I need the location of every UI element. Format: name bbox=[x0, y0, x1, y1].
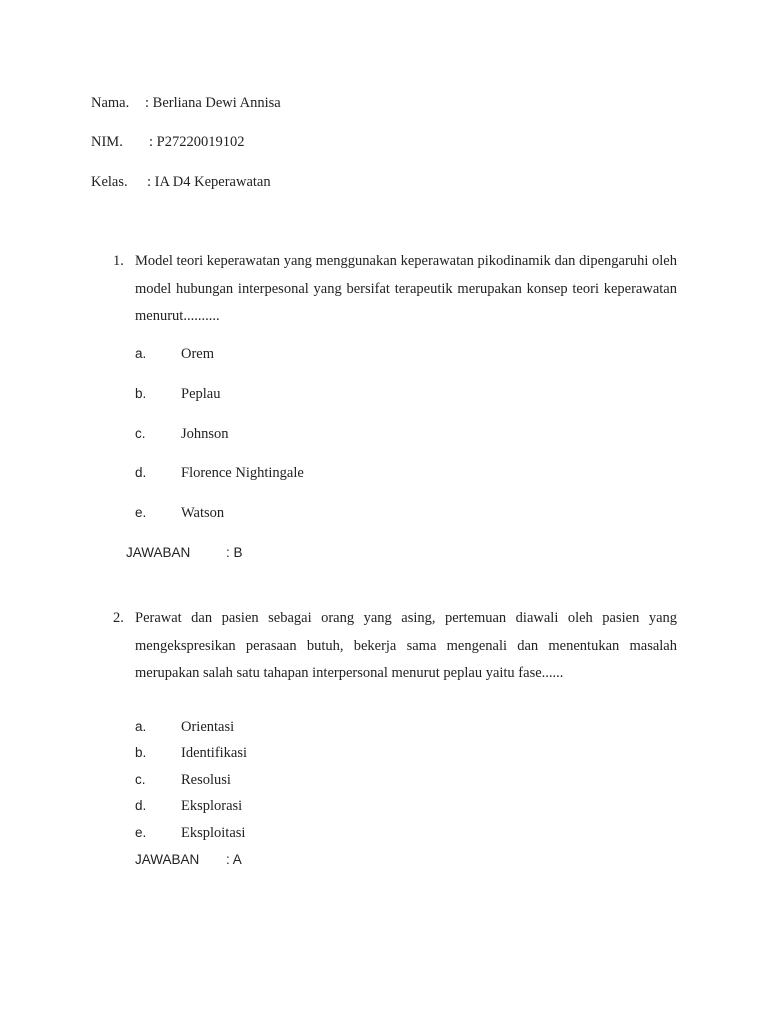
option-letter: c. bbox=[135, 772, 146, 787]
option-letter: e. bbox=[135, 825, 147, 840]
name-value: : Berliana Dewi Annisa bbox=[145, 95, 281, 111]
option-text: Eksplorasi bbox=[181, 798, 243, 814]
question-text: Model teori keperawatan yang menggunakan keperawatan pikodinamik dan dipengaruhi oleh model hubungan interpesonal yang bersifat terapeutik merupakan konsep teori keperawatan menurut.......... bbox=[135, 253, 677, 324]
question-number: 2. bbox=[113, 610, 124, 626]
answer-value: : A bbox=[226, 852, 242, 867]
option-text: Johnson bbox=[181, 426, 229, 442]
option-letter: a. bbox=[135, 719, 147, 734]
question-number: 1. bbox=[113, 253, 124, 269]
option-text: Peplau bbox=[181, 386, 221, 402]
option-text: Florence Nightingale bbox=[181, 465, 304, 481]
class-label: Kelas. bbox=[91, 174, 128, 190]
question-text: Perawat dan pasien sebagai orang yang asing, pertemuan diawali oleh pasien yang mengekspresikan perasaan butuh, bekerja sama mengenali dan menentukan masalah merupakan salah satu tahapan interpersonal menurut peplau yaitu fase...... bbox=[135, 610, 677, 681]
option-text: Orem bbox=[181, 346, 215, 362]
name-label: Nama. bbox=[91, 95, 130, 111]
answer-label: JAWABAN bbox=[126, 545, 191, 560]
option-text: Orientasi bbox=[181, 719, 235, 735]
answer-label: JAWABAN bbox=[135, 852, 200, 867]
answer-value: : B bbox=[226, 545, 243, 560]
option-letter: d. bbox=[135, 465, 147, 480]
class-value: : IA D4 Keperawatan bbox=[147, 174, 271, 190]
option-letter: b. bbox=[135, 386, 147, 401]
nim-label: NIM. bbox=[91, 134, 123, 150]
nim-value: : P27220019102 bbox=[149, 134, 245, 150]
option-letter: d. bbox=[135, 798, 147, 813]
option-letter: c. bbox=[135, 426, 146, 441]
option-text: Watson bbox=[181, 505, 225, 521]
option-letter: e. bbox=[135, 505, 147, 520]
option-text: Resolusi bbox=[181, 772, 231, 788]
option-letter: b. bbox=[135, 745, 147, 760]
option-letter: a. bbox=[135, 346, 147, 361]
option-text: Eksploitasi bbox=[181, 825, 246, 841]
option-text: Identifikasi bbox=[181, 745, 248, 761]
